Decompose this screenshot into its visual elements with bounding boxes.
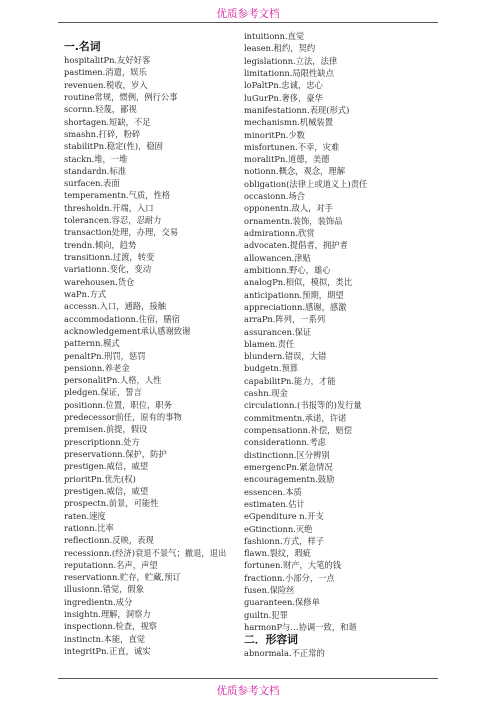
vocab-entry: notionn.概念，观念，理解 bbox=[244, 166, 346, 177]
vocab-entry: trendn.倾向，趋势 bbox=[64, 239, 137, 250]
vocab-entry: prospectn.前景，可能性 bbox=[64, 498, 159, 509]
vocab-entry: predecessor前任，原有的事物 bbox=[64, 412, 182, 423]
vocab-entry: admirationn.欣赏 bbox=[244, 228, 315, 238]
vocab-entry: compensationn.补偿，赔偿 bbox=[244, 425, 353, 435]
footer-rule bbox=[58, 678, 438, 679]
vocab-entry: illusionn.错觉，假象 bbox=[64, 584, 145, 595]
vocab-entry: prescriptionn.处方 bbox=[64, 436, 140, 447]
vocab-entry: intuitionn.直觉 bbox=[244, 31, 305, 41]
vocab-entry: recessionn.(经济)衰退不景气；撤退，退出 bbox=[64, 547, 227, 558]
vocab-entry: transaction处理，办理，交易 bbox=[64, 227, 179, 238]
vocab-entry: manifestationn.表现(形式) bbox=[244, 104, 350, 115]
vocab-entry: limitationn.局限性缺点 bbox=[244, 67, 334, 78]
vocab-entry: considerationn.考虑 bbox=[244, 437, 326, 448]
vocab-entry: occasionn.场合 bbox=[244, 191, 306, 202]
page-footer: 优质参考文档 bbox=[216, 685, 280, 697]
vocab-entry: commitmentn.承诺，许诺 bbox=[244, 412, 347, 423]
vocab-entry: hospitalitPn.友好好客 bbox=[64, 55, 151, 65]
vocab-entry: luGurPn.奢侈，豪华 bbox=[244, 92, 323, 103]
adjective-list bbox=[244, 647, 444, 659]
vocab-entry: minoritPn.少数 bbox=[244, 129, 305, 140]
vocab-entry: budgetn.预算 bbox=[244, 363, 299, 374]
vocab-entry: cashn.现金 bbox=[244, 388, 288, 399]
vocab-entry: fusen.保险丝 bbox=[244, 585, 295, 596]
vocab-entry: routine常规，惯例，例行公事 bbox=[64, 91, 178, 102]
vocab-entry: emergencPn.紧急情况 bbox=[244, 461, 333, 472]
vocab-entry: mechanismn.机械装置 bbox=[244, 117, 334, 128]
vocab-entry: transitionn.过渡，转变 bbox=[64, 252, 155, 262]
vocab-entry: scornn.轻蔑，鄙视 bbox=[64, 104, 137, 115]
vocab-entry: estimaten.估计 bbox=[244, 498, 305, 509]
header-rule bbox=[58, 22, 438, 23]
left-column bbox=[64, 30, 244, 657]
vocab-entry: advocaten.提倡者，拥护者 bbox=[244, 240, 348, 251]
vocab-entry: integritPn.正直，诚实 bbox=[64, 646, 151, 656]
vocab-entry: variationn.变化，变动 bbox=[64, 264, 151, 275]
vocab-entry: appreciationn.感谢，感激 bbox=[244, 301, 347, 312]
vocab-entry: allowancen.津贴 bbox=[244, 252, 311, 263]
vocab-entry: arraPn.阵列，一系列 bbox=[244, 314, 326, 325]
vocab-entry: prestigen.威信，威望 bbox=[64, 485, 149, 496]
vocab-entry: pensionn.养老金 bbox=[64, 362, 130, 373]
vocab-entry: encouragementn.鼓励 bbox=[244, 474, 335, 485]
vocab-entry: tolerancen.容忍，忍耐力 bbox=[64, 215, 162, 226]
noun-list-left bbox=[64, 54, 244, 657]
vocab-entry: penaltPn.刑罚，惩罚 bbox=[64, 350, 146, 361]
vocab-entry: guiltn.犯罪 bbox=[244, 609, 288, 620]
vocab-entry: anticipationn.预期，期望 bbox=[244, 289, 344, 300]
vocab-entry: preservationn.保护，防护 bbox=[64, 449, 167, 459]
vocab-entry: loPaltPn.忠诚，忠心 bbox=[244, 80, 323, 91]
right-column bbox=[244, 30, 444, 660]
vocab-entry: prestigen.威信，威望 bbox=[64, 461, 149, 472]
vocab-entry: shortagen.短缺，不足 bbox=[64, 116, 151, 127]
vocab-entry: assurancen.保证 bbox=[244, 326, 312, 337]
vocab-entry: analogPn.相似，模拟，类比 bbox=[244, 277, 353, 288]
vocab-entry: essencen.本质 bbox=[244, 486, 302, 497]
vocab-entry: revenuen.税收，岁入 bbox=[64, 79, 148, 90]
vocab-entry: fractionn.小部分，一点 bbox=[244, 572, 335, 583]
vocab-entry: fortunen.财产，大笔的钱 bbox=[244, 560, 342, 571]
noun-list-right bbox=[244, 30, 444, 633]
vocab-entry: raten.速度 bbox=[64, 510, 106, 521]
vocab-entry: opponentn.敌人，对手 bbox=[244, 203, 334, 214]
vocab-entry: stabilitPn.稳定(性)，稳固 bbox=[64, 141, 163, 152]
vocab-entry: personalitPn.人格，人性 bbox=[64, 375, 162, 386]
vocab-entry: fashionn.方式，样子 bbox=[244, 535, 325, 546]
vocab-entry: eGtinctionn.灭绝 bbox=[244, 523, 313, 534]
vocab-entry: reservationn.贮存，贮藏,预订 bbox=[64, 572, 181, 583]
vocab-entry: inspectionn.检查，视察 bbox=[64, 621, 157, 632]
vocab-entry: prioritPn.优先(权) bbox=[64, 473, 136, 484]
vocab-entry: ornamentn.装饰，装饰品 bbox=[244, 215, 343, 226]
vocab-entry: guaranteen.保修单 bbox=[244, 597, 320, 608]
vocab-entry: reputationn.名声，声望 bbox=[64, 559, 158, 570]
vocab-entry: accommodationn.住宿，膳宿 bbox=[64, 313, 181, 324]
vocab-entry: stackn.堆，一堆 bbox=[64, 153, 128, 164]
vocab-entry: positionn.位置，职位，职务 bbox=[64, 399, 172, 410]
vocab-entry: smashn.打碎，粉碎 bbox=[64, 128, 141, 139]
vocab-entry: blundern.错误，大错 bbox=[244, 351, 327, 362]
vocab-entry: patternn.模式 bbox=[64, 338, 120, 349]
vocab-entry: flawn.裂纹，瑕疵 bbox=[244, 548, 312, 559]
vocab-entry: premisen.前提，假设 bbox=[64, 424, 148, 435]
vocab-entry: acknowledgement承认感谢致谢 bbox=[64, 325, 191, 336]
vocab-entry: misfortunen.不幸，灾难 bbox=[244, 141, 340, 152]
section-title-adjectives: 二．形容词 bbox=[244, 633, 298, 647]
vocab-entry: pledgen.保证，誓言 bbox=[64, 387, 142, 398]
vocab-entry: abnormala.不正常的 bbox=[244, 648, 325, 659]
vocab-entry: blamen.责任 bbox=[244, 338, 295, 349]
vocab-entry: legislationn.立法，法律 bbox=[244, 55, 338, 66]
vocab-entry: moralitPn.道德，美德 bbox=[244, 154, 330, 165]
vocab-entry: distinctionn.区分辨别 bbox=[244, 449, 330, 460]
vocab-entry: ingredientn.成分 bbox=[64, 596, 133, 607]
vocab-entry: accessn.入口，通路，接触 bbox=[64, 301, 167, 312]
vocab-entry: ambitionn.野心，雄心 bbox=[244, 264, 331, 275]
vocab-entry: insightn.理解，洞察力 bbox=[64, 609, 151, 620]
section-title-nouns: 一.名词 bbox=[64, 40, 101, 53]
vocab-entry: waPn.方式 bbox=[64, 288, 107, 299]
vocab-entry: circulationn.(书报等的)发行量 bbox=[244, 400, 362, 411]
vocab-entry: capabilitPn.能力，才能 bbox=[244, 375, 336, 386]
vocab-entry: reflectionn.反映，表现 bbox=[64, 535, 154, 546]
vocab-entry: surfacen.表面 bbox=[64, 178, 120, 189]
vocab-entry: rationn.比率 bbox=[64, 522, 114, 533]
vocab-entry: standardn.标准 bbox=[64, 165, 126, 176]
vocab-entry: instinctn.本能，直觉 bbox=[64, 633, 146, 644]
page-header: 优质参考文档 bbox=[216, 8, 280, 20]
vocab-entry: pastimen.消遣，娱乐 bbox=[64, 67, 147, 78]
vocab-entry: warehousen.货仓 bbox=[64, 276, 135, 287]
vocab-entry: obligation(法律上或道义上)责任 bbox=[244, 178, 368, 189]
vocab-entry: thresholdn.开端，入口 bbox=[64, 202, 154, 213]
vocab-entry: temperamentn.气质，性格 bbox=[64, 190, 171, 201]
vocab-entry: eGpenditure n.开支 bbox=[244, 511, 324, 522]
vocab-entry: harmonP与…协调一致，和谐 bbox=[244, 622, 357, 632]
vocab-entry: leasen.租约，契约 bbox=[244, 43, 316, 54]
